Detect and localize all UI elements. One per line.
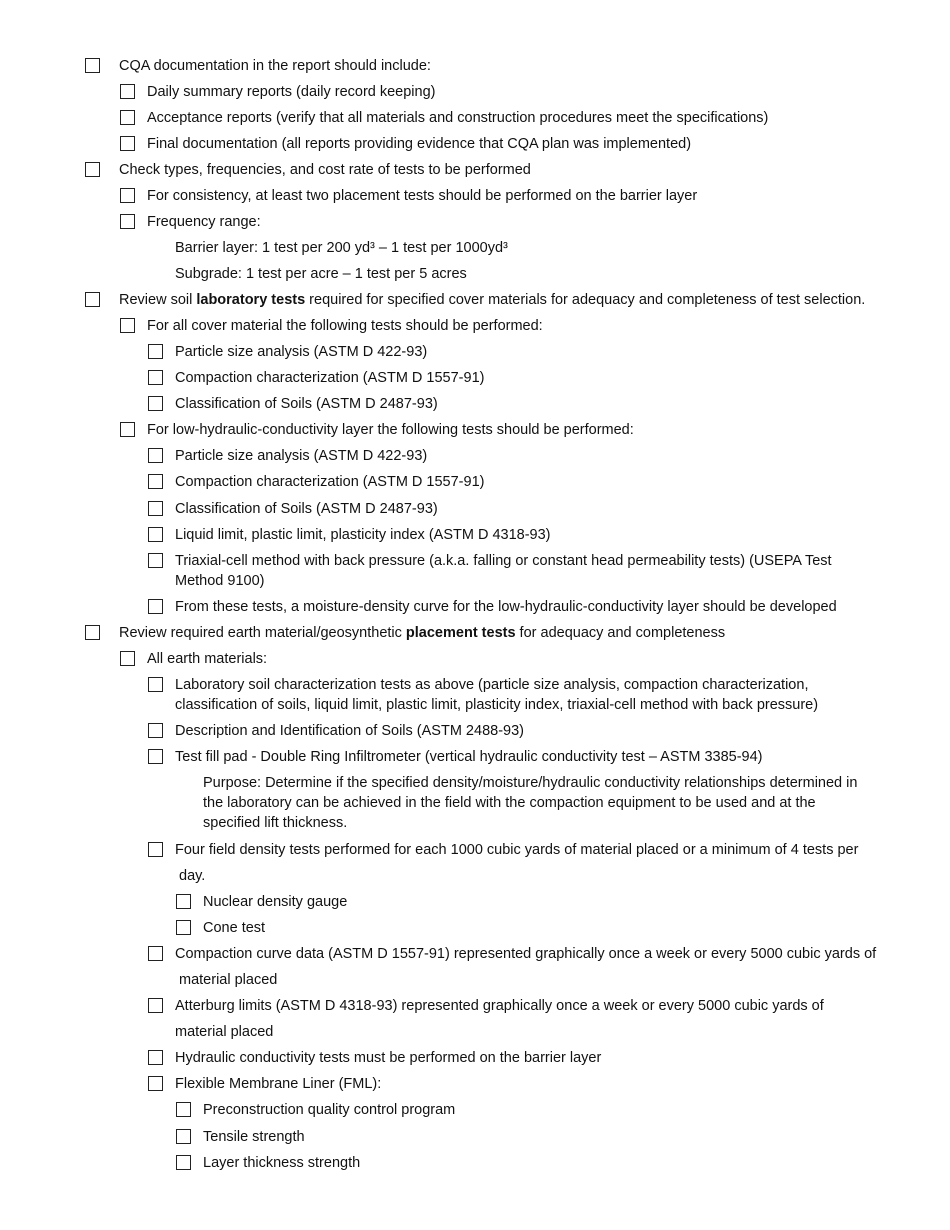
item-label: Classification of Soils (ASTM D 2487-93) bbox=[175, 396, 438, 412]
static-text: classification of soils, liquid limit, plastic limit, plasticity index, triaxial-cell method with back pressure) bbox=[175, 697, 819, 713]
item-label: Acceptance reports (verify that all materials and construction procedures meet the specifications) bbox=[147, 110, 769, 126]
item-label: Layer thickness strength bbox=[203, 1155, 361, 1171]
item-label: Classification of Soils (ASTM D 2487-93) bbox=[175, 501, 438, 517]
checkbox[interactable] bbox=[148, 842, 163, 857]
static-text: the laboratory can be achieved in the field with the compaction equipment to be used and at the bbox=[203, 795, 816, 811]
static-text: material placed bbox=[175, 1024, 274, 1040]
item-label: Hydraulic conductivity tests must be performed on the barrier layer bbox=[175, 1050, 602, 1066]
checkbox[interactable] bbox=[148, 1050, 163, 1065]
checkbox[interactable] bbox=[176, 1102, 191, 1117]
item-label: Test fill pad - Double Ring Infiltrometer (vertical hydraulic conductivity test – ASTM 3385-94) bbox=[175, 749, 763, 765]
checkbox[interactable] bbox=[148, 998, 163, 1013]
emphasis: placement tests bbox=[405, 625, 516, 641]
checkbox[interactable] bbox=[148, 448, 163, 463]
static-text: material placed bbox=[179, 972, 278, 988]
item-label: Description and Identification of Soils (ASTM 2488-93) bbox=[175, 723, 524, 739]
item-label: Compaction characterization (ASTM D 1557-91) bbox=[175, 474, 485, 490]
checkbox[interactable] bbox=[148, 599, 163, 614]
checkbox[interactable] bbox=[85, 162, 100, 177]
item-label: From these tests, a moisture-density curve for the low-hydraulic-conductivity layer should be developed bbox=[175, 599, 837, 615]
item-label: For all cover material the following tests should be performed: bbox=[147, 318, 543, 334]
checkbox[interactable] bbox=[176, 1129, 191, 1144]
static-text: day. bbox=[179, 868, 206, 884]
checkbox[interactable] bbox=[120, 214, 135, 229]
checkbox[interactable] bbox=[148, 396, 163, 411]
item-label: Compaction characterization (ASTM D 1557-91) bbox=[175, 370, 485, 386]
checkbox[interactable] bbox=[85, 625, 100, 640]
static-text: Subgrade: 1 test per acre – 1 test per 5 acres bbox=[175, 266, 467, 282]
checkbox[interactable] bbox=[148, 677, 163, 692]
item-label: For consistency, at least two placement tests should be performed on the barrier layer bbox=[147, 188, 698, 204]
checkbox[interactable] bbox=[120, 318, 135, 333]
checkbox[interactable] bbox=[120, 188, 135, 203]
static-text: Method 9100) bbox=[175, 573, 265, 589]
item-label: Compaction curve data (ASTM D 1557-91) represented graphically once a week or every 5000 cubic yards of bbox=[175, 946, 877, 962]
static-text: Purpose: Determine if the specified density/moisture/hydraulic conductivity relationships determined in bbox=[203, 775, 858, 791]
checkbox[interactable] bbox=[120, 84, 135, 99]
item-label: Preconstruction quality control program bbox=[203, 1102, 456, 1118]
item-label: Review soil laboratory tests required for specified cover materials for adequacy and completeness of test selection. bbox=[119, 292, 866, 308]
checkbox[interactable] bbox=[148, 527, 163, 542]
static-text: specified lift thickness. bbox=[203, 815, 348, 831]
item-label: Final documentation (all reports providing evidence that CQA plan was implemented) bbox=[147, 136, 692, 152]
checkbox[interactable] bbox=[120, 651, 135, 666]
checkbox[interactable] bbox=[120, 136, 135, 151]
checkbox[interactable] bbox=[148, 370, 163, 385]
item-label: All earth materials: bbox=[147, 651, 268, 667]
item-label: Laboratory soil characterization tests as above (particle size analysis, compaction characterization, bbox=[175, 677, 809, 693]
checkbox[interactable] bbox=[148, 501, 163, 516]
checkbox[interactable] bbox=[176, 920, 191, 935]
checkbox[interactable] bbox=[148, 1076, 163, 1091]
item-label: For low-hydraulic-conductivity layer the following tests should be performed: bbox=[147, 422, 634, 438]
checkbox[interactable] bbox=[148, 723, 163, 738]
checkbox[interactable] bbox=[148, 749, 163, 764]
checkbox[interactable] bbox=[148, 553, 163, 568]
checkbox[interactable] bbox=[176, 894, 191, 909]
checkbox[interactable] bbox=[85, 58, 100, 73]
checkbox[interactable] bbox=[120, 110, 135, 125]
item-label: Triaxial-cell method with back pressure (a.k.a. falling or constant head permeability tests) (USEPA Test bbox=[175, 553, 832, 569]
item-label: CQA documentation in the report should include: bbox=[119, 58, 431, 74]
item-label: Atterburg limits (ASTM D 4318-93) represented graphically once a week or every 5000 cubic yards of bbox=[175, 998, 824, 1014]
item-label: Frequency range: bbox=[147, 214, 261, 230]
item-label: Particle size analysis (ASTM D 422-93) bbox=[175, 344, 428, 360]
checkbox[interactable] bbox=[176, 1155, 191, 1170]
item-label: Review required earth material/geosynthetic placement tests for adequacy and completeness bbox=[119, 625, 726, 641]
item-label: Four field density tests performed for each 1000 cubic yards of material placed or a minimum of 4 tests per bbox=[175, 842, 859, 858]
checkbox[interactable] bbox=[120, 422, 135, 437]
item-label: Particle size analysis (ASTM D 422-93) bbox=[175, 448, 428, 464]
checkbox[interactable] bbox=[85, 292, 100, 307]
item-label: Cone test bbox=[203, 920, 266, 936]
checkbox[interactable] bbox=[148, 344, 163, 359]
item-label: Daily summary reports (daily record keeping) bbox=[147, 84, 436, 100]
item-label: Check types, frequencies, and cost rate of tests to be performed bbox=[119, 162, 531, 178]
checkbox[interactable] bbox=[148, 946, 163, 961]
static-text: Barrier layer: 1 test per 200 yd³ – 1 test per 1000yd³ bbox=[175, 240, 508, 256]
item-label: Nuclear density gauge bbox=[203, 894, 348, 910]
item-label: Flexible Membrane Liner (FML): bbox=[175, 1076, 382, 1092]
item-label: Tensile strength bbox=[203, 1129, 305, 1145]
emphasis: laboratory tests bbox=[196, 292, 306, 308]
item-label: Liquid limit, plastic limit, plasticity index (ASTM D 4318-93) bbox=[175, 527, 551, 543]
checkbox[interactable] bbox=[148, 474, 163, 489]
